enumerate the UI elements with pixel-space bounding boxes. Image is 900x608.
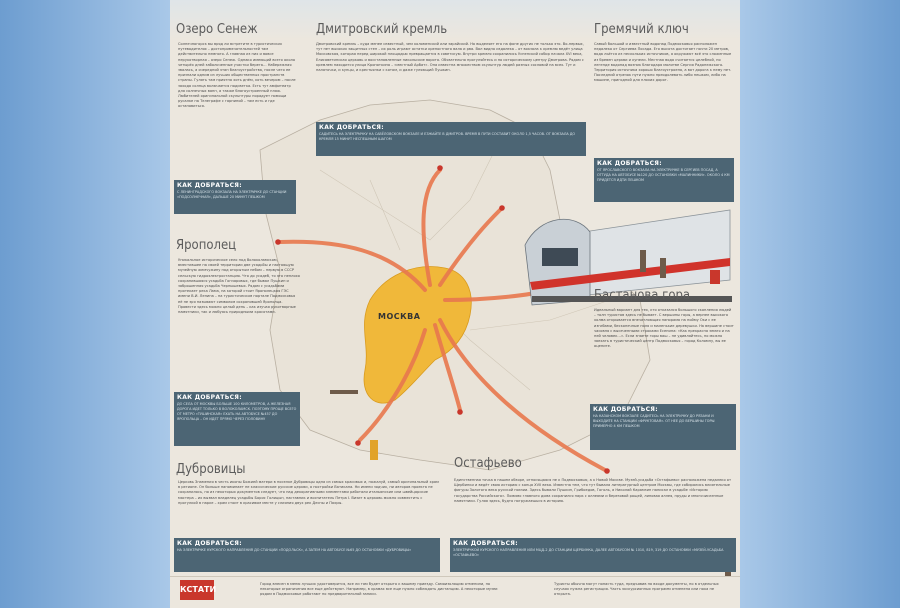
how-text: ЭЛЕКТРИЧКОЙ КУРСКОГО НАПРАВЛЕНИЯ ИЛИ МЦД-2 ДО СТАНЦИИ ЩЕРБИНКА, ДАЛЕЕ АВТОБУСОМ № 1010, 819, 319 ДО ОСТАНОВКИ «МУЗЕЙ-УСАДЬБА «ОСТАФЬЕВО» [453,548,724,557]
how-label: КАК ДОБРАТЬСЯ: [319,124,384,131]
bottom-note-right: Туристы обычно могут попасть туда, предъявив на входе документы, но в отдельных случаях нужна регистрация. Часть экскурсионных программ отменена или пока не открыта. [554,582,719,597]
section-text-yaropolec: Уникальное историческое село под Волоколамском, вместившее на своей территории две усадьбы и настоящую музейную жемчужину под открытым небом – первую в СССР сельскую гидроэлектростанцию. Что до усадеб, то это неплохо сохранившаяся усадьба Гончаровых, где бывал Пушкин и заброшенная усадьба Чернышевых. Рядом с усадьбами протекает река Лама, на которой стоит Ярополецкая ГЭС имени В.И. Ленина – на туристическом портале Подмосковья её не зря называют символом сохранившей Ярополца. Провести здесь можно целый день – как изучая рукотворные памятники, так и любуясь природными красотами. [178,258,300,315]
how-text: НА ЭЛЕКТРИЧКЕ КУРСКОГО НАПРАВЛЕНИЯ ДО СТАНЦИИ «ПОДОЛЬСК», А ЗАТЕМ НА АВТОБУСЕ №65 ДО ОСТАНОВКИ «ДУБРОВИЦЫ» [177,548,412,552]
infographic-sheet [170,0,740,608]
how-to-get-bastanova [590,404,736,450]
how-label: КАК ДОБРАТЬСЯ: [177,182,242,189]
how-label: КАК ДОБРАТЬСЯ: [177,540,242,547]
section-title-dmitrov: Дмитровский кремль [316,22,448,37]
kstati-badge: КСТАТИ [180,580,214,600]
background-right [740,0,900,608]
section-title-bastanova: Бастанова гора [594,288,691,303]
section-text-bastanova: Идеальный вариант для тех, кто отказался большого скопления людей – толп туристов здесь не бывает. С вершины горы, а вернее высокого холма открывается впечатляющая панорама на пойму Оки с ее изгибами, бесконечные поля и маленькие деревушки. На вершине стоит часовня с высеченными строками Есенина: «Как прекрасна земля и на ней человек…». Если знаете горы ваш – не удивляйтесь, но можно заехать в туристический центр Подмосковья – город Коломну, вы ее оцените. [594,308,734,349]
section-text-ostafyevo: Единственная точка в нашем обзоре, относящаяся не к Подмосковью, а к Новой Москве. Музей-усадьба «Остафьево» расположена недалеко от Щербинки и ведёт свою историю с конца XVII века. Известна тем, что тут бывала литературный центром Москвы, где собирались влиятельные фигуры Золотого века русской поэзии. Здесь бывали Пушкин, Грибоедов, Гоголь, а Николай Карамзин написал в усадьбе «Историю государства Российского». Помимо главного дома сохранился парк с аллеями и березовой рощей, липовая аллея, пруды и многочисленные памятники. Гуляя здесь, будто погружаешься в историю. [454,478,732,503]
how-label: КАК ДОБРАТЬСЯ: [593,406,658,413]
how-to-get-ostafyevo [450,538,736,572]
section-text-dubrovicy: Церковь Знамения в честь иконы Божией матери в поселке Дубровицы одна из самых красивых и, пожалуй, самый оригинальный храм в регионе. Он больше напоминает не классические русские церкви, а постройки Ватикана. Ни имени зодчих, ни авторов проекта не сохранилось, но из некоторых документов следует, что над декоративными элементами работали итальянские или швейцарские мастера – их вызвал владелец усадьбы Борис Голицын, наставник и воспитатель Петра I. Визит в церковь можно совместить с прогулкой в парке – храм стоит в красивом месте у слияния двух рек Десны и Пахры. [178,480,439,505]
how-to-get-yaropolec [174,392,300,446]
how-text: САДИТЕСЬ НА ЭЛЕКТРИЧКУ НА САВЁЛОВСКОМ ВОКЗАЛЕ И ЕЗЖАЙТЕ В ДМИТРОВ. ВРЕМЯ В ПУТИ СОСТАВИТ ОКОЛО 1,5 ЧАСОВ. ОТ ВОКЗАЛА ДО КРЕМЛЯ 15 МИНУТ НЕСПЕШНЫМ ШАГОМ [319,132,576,141]
section-title-ozero: Озеро Сенеж [176,22,258,37]
how-text: ОТ ЯРОСЛАВСКОГО ВОКЗАЛА НА ЭЛЕКТРИЧКЕ В СЕРГИЕВ ПОСАД, А ОТТУДА НА АВТОБУСЕ №120 ДО ОСТАНОВКИ «МАЛИННИКИ». ОКОЛО 4 КМ ПРИДЕТСЯ ИДТИ ПЕШКОМ [597,168,730,182]
section-text-dmitrov: Дмитровский кремль – куда менее известный, чем коломенский или зарайский. Но выделяет его на фоне других не только это. Во-первых, тут нет высоких защитных стен – их роль играют остатки крепостного вала и рва. Вал видно издалека – от вокзала к кремлю ведёт улица Московская, которая перед широкой площадью превращается в советскую. Внутри кремля сохранились Успенский собор начала XVI века, Елисаветинская церковь и восстановленные никольские ворота. Обязательно прогуляйтесь и по историческому центру Дмитрова. Рядом с кремлем находится улица Кропоткина – «местный Арбат». Она известна множеством скульптур людей разных сословий на всех. Тут и палаточки, и купцы, и крестьянки с котом, и даже гуляющий Пушкин. [316,42,584,73]
section-title-ostafyevo: Остафьево [454,456,522,471]
how-label: КАК ДОБРАТЬСЯ: [453,540,518,547]
map-label-moscow: МОСКВА [378,312,421,321]
how-label: КАК ДОБРАТЬСЯ: [177,394,242,401]
how-text: С ЛЕНИНГРАДСКОГО ВОКЗАЛА НА ЭЛЕКТРИЧКЕ ДО СТАНЦИИ «ПОДСОЛНЕЧНАЯ», ДАЛЬШЕ 20 МИНУТ ПЕШКОМ [177,190,287,199]
how-text: ДО СЕЛА ОТ МОСКВЫ БОЛЬШЕ 100 КИЛОМЕТРОВ, А ЖЕЛЕЗНАЯ ДОРОГА ИДЕТ ТОЛЬКО В ВОЛОКОЛАМСК. ПОЭТОМУ ПРОЩЕ ВСЕГО ОТ МЕТРО «ТУШИНСКАЯ» ЕХАТЬ НА АВТОБУСЕ №457 ДО ЯРОПОЛЬЦА – ОН ИДЕТ ПРЯМО ЧЕРЕЗ ПОЛОВИНУ [177,402,297,421]
section-text-ozero: Солнечногорск вы вряд ли встретите в туристических путеводителях – достопримечательностей там действительно немного. А главная из них и вовсе нерукотворная – озеро Сенеж. Однако имеющий всего около четырёх дней заболоченные участки берега… Набережная звалась, а очередной этап благоустройства, после чего ее признали одним из лучших общественных пространств страны. Гулять там приятно хоть днём, хоть вечером – после захода солнца включается подсветка. Есть тут амфитеатр для солнечных ванн, а также благоустроенный пляж. Любителей оригинальной скульптуры порадует помощи русалке на Телеграфе с гарпиной – там есть и где остановиться. [178,42,296,109]
section-text-gremyach: Самый большой и известный водопад Подмосковья расположен недалеко от Сергиева Посада. Его высота достигает почти 20 метров, вода льётся из нескольких источников, а окружают всё это сложенные из бревен церкви и купели. Местная вода считается целебной, по легенде водопад возник благодаря молитве Сергия Радонежского. Территория источника хорошо благоустроена, а вот дорога к нему нет. Последний отрезок пути нужно преодолевать либо пешком, либо на машине, пригодной для плохих дорог. [594,42,732,83]
section-title-yaropolec: Ярополец [176,238,237,253]
bottom-note-left: Город внесен в меню лучших удостоверится, все ли там будет открыто к вашему приезду. Самоизоляцию отменили, но некоторые ограничения все еще действуют. Например, в храмах все еще нужно соблюдать дистанцию. А некоторые музеи рядом в Подмосковье работают по предварительной записи. [260,582,498,597]
how-to-get-dmitrov [316,122,586,156]
how-to-get-gremyach [594,158,734,202]
how-label: КАК ДОБРАТЬСЯ: [597,160,662,167]
background-left [0,0,170,608]
how-to-get-dubrovicy [174,538,440,572]
section-title-gremyach: Гремячий ключ [594,22,689,37]
how-text: НА КАЗАНСКОМ ВОКЗАЛЕ САДИТЕСЬ НА ЭЛЕКТРИЧКУ ДО РЯЗАНИ И ВЫХОДИТЕ НА СТАНЦИИ «ФРУКТОВАЯ». ОТ НЕЕ ДО ВЕРШИНЫ ГОРЫ ПРИМЕРНО 4 КМ ПЕШКОМ [593,414,715,428]
section-title-dubrovicy: Дубровицы [176,462,246,477]
how-to-get-ozero [174,180,296,214]
